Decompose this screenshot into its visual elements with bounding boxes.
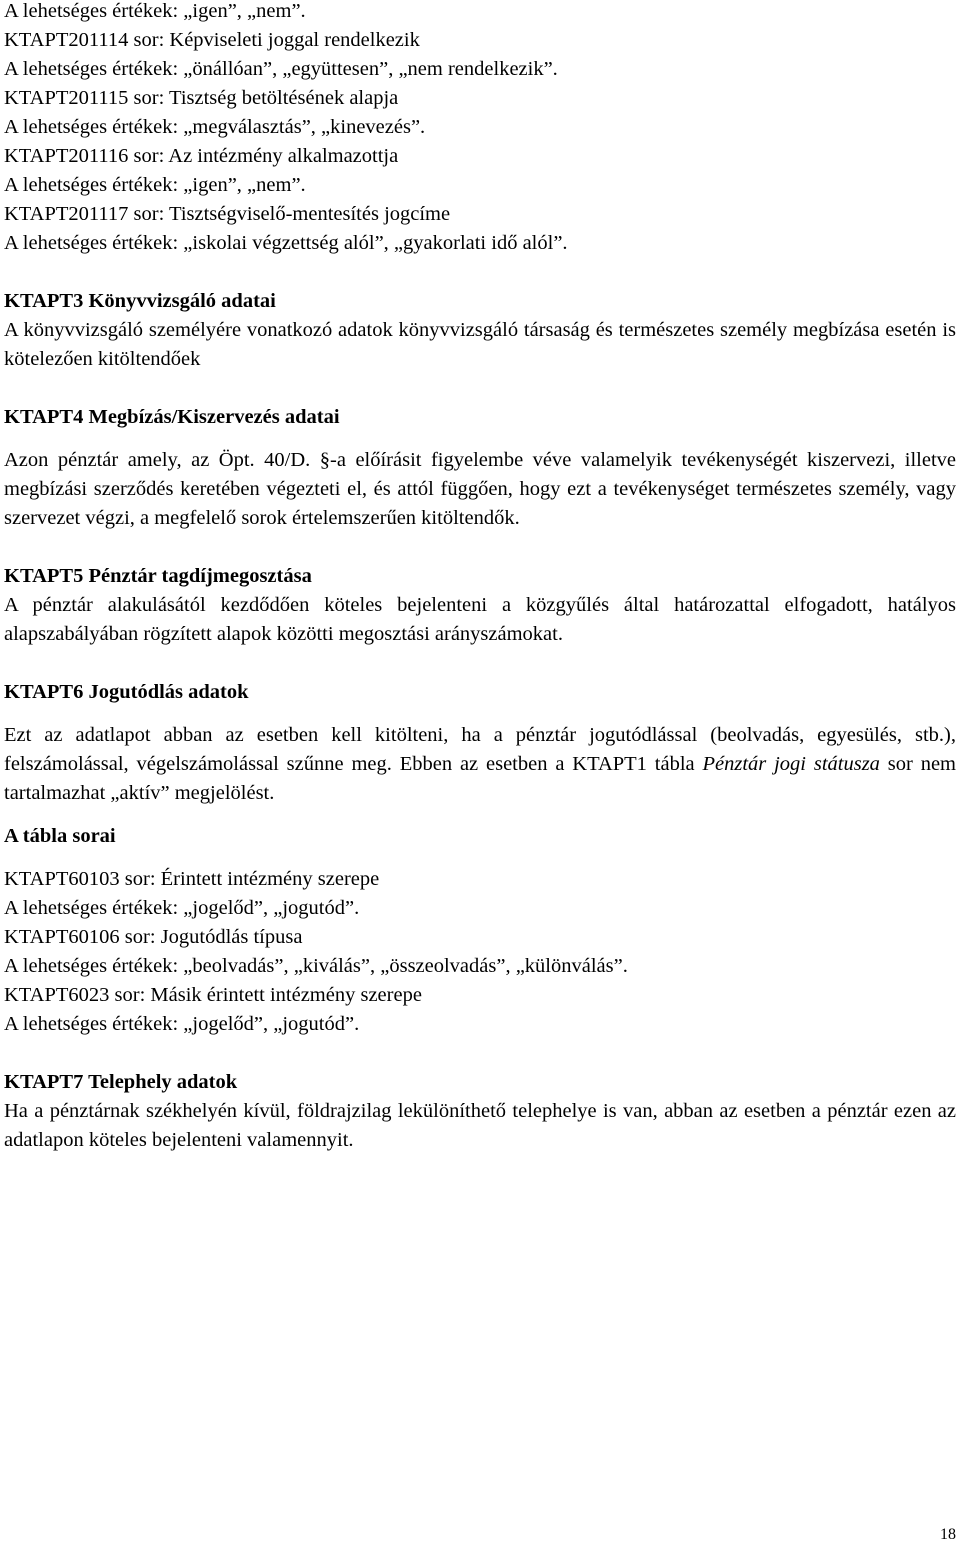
list-item: KTAPT201114 sor: Képviseleti joggal rendelkezik <box>4 29 420 51</box>
section-body: A pénztár alakulásától kezdődően köteles bejelenteni a közgyűlés által határozattal elfogadott, hatályos alapszabályában rögzített alapok közötti megosztási arányszámokat. <box>4 594 956 645</box>
list-item: KTAPT60106 sor: Jogutódlás típusa <box>4 926 303 948</box>
list-item: A lehetséges értékek: „iskolai végzettség alól”, „gyakorlati idő alól”. <box>4 232 568 254</box>
section-heading: KTAPT4 Megbízás/Kiszervezés adatai <box>4 406 340 428</box>
document-page <box>4 0 956 1155</box>
list-item: A lehetséges értékek: „igen”, „nem”. <box>4 0 306 22</box>
section-ktapt3 <box>4 287 956 374</box>
body-italic-text: Pénztár jogi státusza <box>702 753 880 775</box>
section-ktapt6 <box>4 678 956 1039</box>
section-heading: KTAPT5 Pénztár tagdíjmegosztása <box>4 565 312 587</box>
section-body: Azon pénztár amely, az Öpt. 40/D. §-a előírásit figyelembe véve valamelyik tevékenységét kiszervezi, illetve megbízási szerződés keretében végezteti el, és attól függően, hogy ezt a tevékenységet természetes személy, vagy szervezet végzi, a megfelelő sorok értelemszerűen kitöltendők. <box>4 449 956 529</box>
section-body <box>4 721 956 808</box>
list-item: KTAPT201116 sor: Az intézmény alkalmazottja <box>4 145 399 167</box>
section-ktapt4 <box>4 403 956 533</box>
section-ktapt7 <box>4 1068 956 1155</box>
section-heading: KTAPT3 Könyvvizsgáló adatai <box>4 290 276 312</box>
list-item: A lehetséges értékek: „jogelőd”, „jogutód”. <box>4 897 360 919</box>
list-item: KTAPT201117 sor: Tisztségviselő-mentesítés jogcíme <box>4 203 451 225</box>
body-text: Ezt az adatlapot abban az esetben kell kitölteni, ha a pénztár jogutódlással (beolvadás, egyesülés, stb.), felszámolással, végelszámolással szűnne meg. Ebben az esetben a KTAPT1 tábla <box>4 724 956 775</box>
page-number: 18 <box>940 1526 956 1543</box>
section-heading: KTAPT6 Jogutódlás adatok <box>4 681 249 703</box>
list-item: A lehetséges értékek: „igen”, „nem”. <box>4 174 306 196</box>
list-item: KTAPT60103 sor: Érintett intézmény szerepe <box>4 868 380 890</box>
list-item: A lehetséges értékek: „jogelőd”, „jogutód”. <box>4 1013 360 1035</box>
top-list <box>4 0 956 258</box>
section-ktapt5 <box>4 562 956 649</box>
body-text: sor nem tartalmazhat „aktív” megjelölést. <box>4 753 956 804</box>
list-item: KTAPT6023 sor: Másik érintett intézmény szerepe <box>4 984 422 1006</box>
section-heading: KTAPT7 Telephely adatok <box>4 1071 238 1093</box>
list-item: A lehetséges értékek: „beolvadás”, „kiválás”, „összeolvadás”, „különválás”. <box>4 955 628 977</box>
list-item: A lehetséges értékek: „megválasztás”, „kinevezés”. <box>4 116 426 138</box>
section-body: Ha a pénztárnak székhelyén kívül, földrajzilag lekülöníthető telephelye is van, abban az esetben a pénztár ezen az adatlapon köteles bejelenteni valamennyit. <box>4 1100 956 1151</box>
list-item: A lehetséges értékek: „önállóan”, „együttesen”, „nem rendelkezik”. <box>4 58 558 80</box>
subsection-heading: A tábla sorai <box>4 825 116 847</box>
section-body: A könyvvizsgáló személyére vonatkozó adatok könyvvizsgáló társaság és természetes személy megbízása esetén is kötelezően kitöltendőek <box>4 319 956 370</box>
list-item: KTAPT201115 sor: Tisztség betöltésének alapja <box>4 87 399 109</box>
